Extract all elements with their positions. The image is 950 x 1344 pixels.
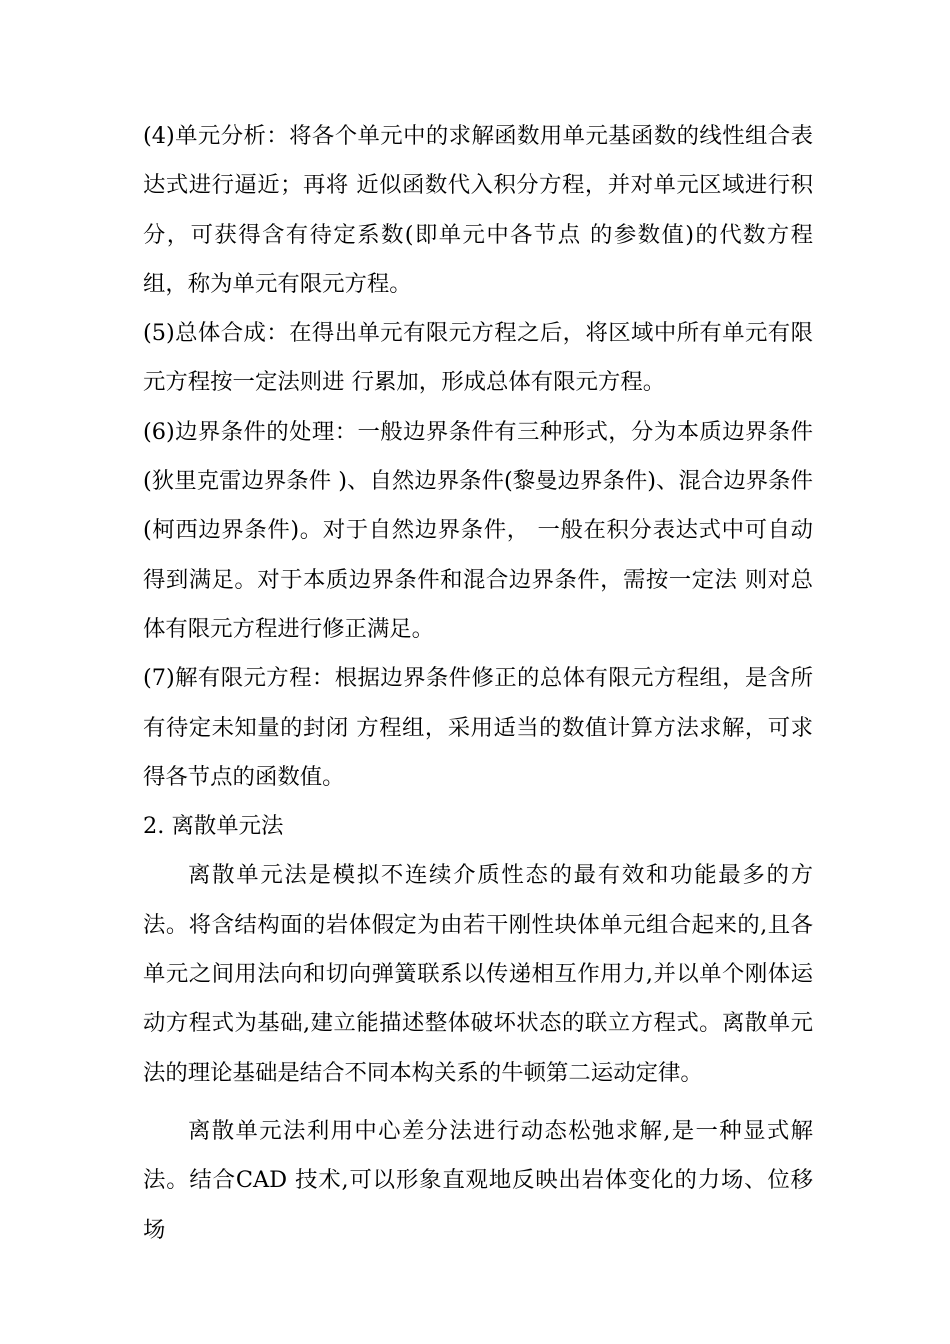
paragraph-discrete-element-solution: 离散单元法利用中心差分法进行动态松弛求解,是一种显式解法。结合CAD 技术,可以形象直观地反映出岩体变化的力场、位移场 — [143, 1117, 813, 1243]
paragraph-global-assembly: (5)总体合成：在得出单元有限元方程之后，将区域中所有单元有限元方程按一定法则进 行累加，形成总体有限元方程。 — [143, 320, 813, 396]
section-heading-discrete-element: 2. 离散单元法 — [143, 813, 284, 840]
paragraph-discrete-element-intro: 离散单元法是模拟不连续介质性态的最有效和功能最多的方法。将含结构面的岩体假定为由若干刚性块体单元组合起来的,且各单元之间用法向和切向弹簧联系以传递相互作用力,并以单个刚体运动方程式为基础,建立能描述整体破坏状态的联立方程式。离散单元法的理论基础是结合不同本构关系的牛顿第二运动定律。 — [143, 862, 813, 1086]
paragraph-element-analysis: (4)单元分析：将各个单元中的求解函数用单元基函数的线性组合表达式进行逼近；再将 近似函数代入积分方程，并对单元区域进行积分，可获得含有待定系数(即单元中各节点 的参数值)的代数方程组，称为单元有限元方程。 — [143, 123, 813, 297]
paragraph-solve-equations: (7)解有限元方程：根据边界条件修正的总体有限元方程组，是含所有待定未知量的封闭 方程组，采用适当的数值计算方法求解，可求得各节点的函数值。 — [143, 665, 813, 790]
document-body — [143, 112, 813, 1255]
paragraph-boundary-conditions: (6)边界条件的处理：一般边界条件有三种形式，分为本质边界条件(狄里克雷边界条件 )、自然边界条件(黎曼边界条件)、混合边界条件(柯西边界条件)。对于自然边界条件， 一般在积分表达式中可自动得到满足。对于本质边界条件和混合边界条件，需按一定法 则对总体有限元方程进行修正满足。 — [143, 418, 813, 642]
